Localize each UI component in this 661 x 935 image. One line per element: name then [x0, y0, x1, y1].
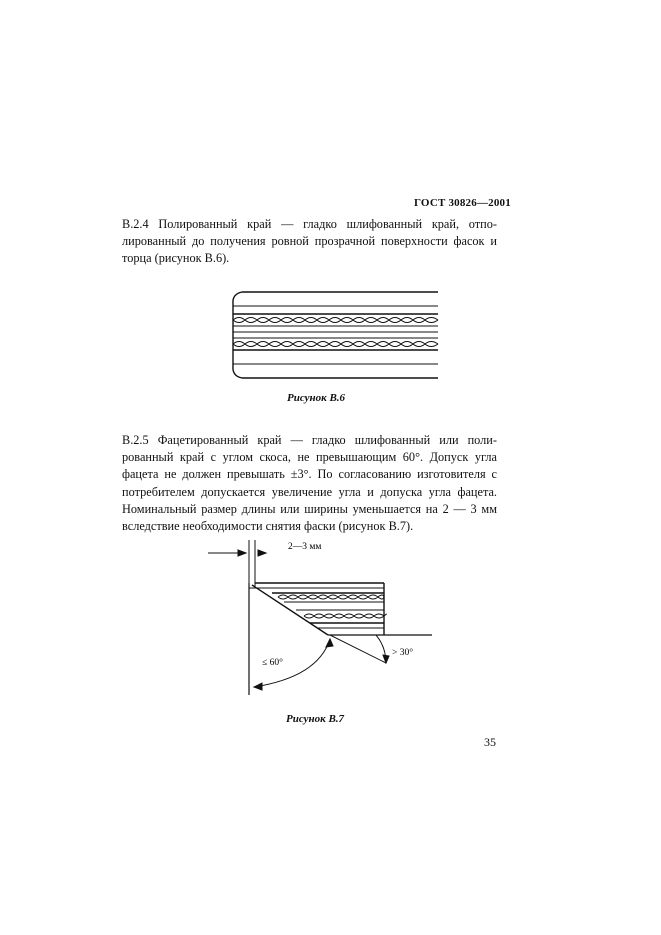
figure-b6-drawing: [228, 286, 442, 386]
text-line: Номинальный размер длины или ширины уменьшается на 2 — 3 мм: [122, 501, 497, 516]
text-line: фацета не должен превышать ±3°. По согласованию изготовителя с: [122, 467, 497, 482]
text-line: вследствие необходимости снятия фаски (рисунок В.7).: [122, 519, 414, 534]
text-line: В.2.4 Полированный край — гладко шлифованный край, отпо-: [122, 217, 497, 231]
text-line: торца (рисунок В.6).: [122, 251, 230, 266]
page-number: 35: [484, 735, 496, 749]
figure-b7-caption: Рисунок В.7: [286, 713, 345, 725]
document-header: ГОСТ 30826—2001: [414, 197, 511, 209]
section-b24-text: [122, 216, 497, 268]
text-line: потребителем допускается увеличение угла и допуска угла фацета.: [122, 484, 497, 499]
angle-label-left: ≤ 60°: [262, 658, 283, 668]
section-b25-text: [122, 432, 497, 535]
text-line: В.2.5 Фацетированный край — гладко шлифованный или поли-: [122, 433, 497, 447]
text-line: рованный край с углом скоса, не превышающим 60°. Допуск угла: [122, 450, 497, 465]
text-line: лированный до получения ровной прозрачной поверхности фасок и: [122, 234, 497, 249]
dim-label: 2—3 мм: [288, 542, 322, 552]
figure-b6-caption: Рисунок В.6: [287, 392, 346, 404]
angle-label-right: > 30°: [392, 648, 414, 658]
figure-b7-drawing: [200, 535, 440, 705]
